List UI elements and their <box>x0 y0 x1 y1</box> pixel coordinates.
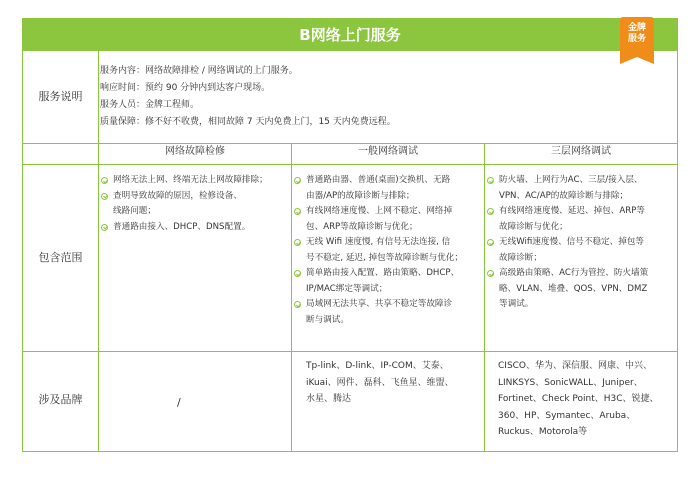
brand-line: 水星、腾达 <box>306 394 352 404</box>
scope-item-line: 由器/AP的故障诊断与排除； <box>306 190 415 201</box>
scope-column-repair <box>101 173 287 235</box>
service-table <box>22 18 678 452</box>
badge-line-2: 服务 <box>627 34 646 44</box>
column-header-repair: 网络故障检修 <box>165 146 225 157</box>
scope-column-general <box>294 173 482 328</box>
scope-item-line: 有线网络速度慢、上网不稳定、网络掉 <box>306 206 453 216</box>
service-line: 响应时间：预约 90 分钟内到达客户现场。 <box>100 83 271 93</box>
check-circle-icon <box>294 239 301 246</box>
brand-line: LINKSYS、SonicWALL、Juniper、 <box>498 377 643 388</box>
scope-item <box>101 189 287 220</box>
check-circle-icon <box>487 208 494 215</box>
table-title: B网络上门服务 <box>299 26 401 44</box>
scope-item-line: 普通路由接入、DHCP、DNS配置。 <box>113 221 251 232</box>
scope-item-line: 普通路由器、普通(桌面)交换机、无路 <box>306 175 451 185</box>
scope-item-line: 线路问题； <box>113 206 156 216</box>
brand-line: 360、HP、Symantec、Aruba、 <box>498 410 636 421</box>
scope-item-line: 无线Wifi速度慢、信号不稳定、掉包等 <box>499 237 645 247</box>
scope-item-line: 号不稳定, 延迟, 掉包等故障诊断与优化； <box>306 252 464 263</box>
column-header-general: 一般网络调试 <box>358 146 418 157</box>
scope-item-line: 略、VLAN、堆叠、QOS、VPN、DMZ <box>499 283 648 294</box>
scope-item-line: 简单路由接入配置、路由策略、DHCP、 <box>306 268 460 278</box>
scope-item <box>294 297 482 328</box>
divider-colheads <box>23 164 677 165</box>
service-description <box>100 63 396 131</box>
brand-line: Tp-link、D-link、IP-COM、艾泰、 <box>306 361 449 371</box>
scope-item <box>101 220 287 236</box>
check-circle-icon <box>487 177 494 184</box>
table-header <box>23 19 677 51</box>
check-circle-icon <box>294 270 301 277</box>
divider-label-column <box>98 51 99 451</box>
scope-item <box>294 266 482 297</box>
brands-general <box>306 358 454 408</box>
scope-item-line: 故障诊断； <box>499 252 542 263</box>
scope-item-line: 包、ARP等故障诊断与优化； <box>306 221 418 232</box>
check-circle-icon <box>294 301 301 308</box>
check-circle-icon <box>487 239 494 246</box>
check-circle-icon <box>101 193 108 200</box>
brand-line: CISCO、华为、深信服、网康、中兴、 <box>498 361 653 371</box>
scope-label: 包含范围 <box>38 251 83 264</box>
scope-item <box>487 204 675 235</box>
scope-column-layer3 <box>487 173 675 313</box>
scope-item-line: 故障诊断与优化； <box>499 221 568 232</box>
brand-line: Ruckus、Motorola等 <box>498 427 588 437</box>
scope-item <box>294 204 482 235</box>
brand-line: Fortinet、Check Point、H3C、锐捷、 <box>498 394 659 404</box>
service-line: 服务人员：金牌工程师。 <box>100 100 200 110</box>
divider-column-1 <box>291 143 292 451</box>
divider-column-2 <box>484 143 485 451</box>
scope-item-line: 等调试。 <box>499 299 534 309</box>
brands-repair: / <box>177 396 181 409</box>
scope-item <box>294 173 482 204</box>
scope-item-line: VPN、AC/AP的故障诊断与排除； <box>499 190 629 201</box>
gold-service-badge <box>620 17 654 57</box>
scope-item <box>487 235 675 266</box>
brands-layer3 <box>498 358 659 441</box>
scope-item-line: 局域网无法共享、共享不稳定等故障诊 <box>306 299 453 309</box>
service-line: 服务内容：网络故障排检 / 网络调试的上门服务。 <box>100 66 298 76</box>
scope-item-line: IP/MAC绑定等调试； <box>306 283 388 294</box>
service-line: 质量保障：修不好不收费，相同故障 7 天内免费上门，15 天内免费远程。 <box>100 117 396 127</box>
check-circle-icon <box>294 208 301 215</box>
divider-scope <box>23 351 677 352</box>
scope-item-line: 断与调试。 <box>306 314 349 325</box>
service-label: 服务说明 <box>38 90 83 103</box>
scope-item-line: 网络无法上网、终端无法上网故障排除； <box>113 175 268 185</box>
scope-item <box>294 235 482 266</box>
scope-item-line: 防火墙、上网行为AC、三层/接入层、 <box>499 175 643 185</box>
scope-item-line: 高级路由策略、AC行为管控、防火墙策 <box>499 268 649 278</box>
check-circle-icon <box>487 270 494 277</box>
badge-line-1: 金牌 <box>627 23 646 33</box>
scope-item-line: 查明导致故障的原因，检修设备、 <box>113 190 242 201</box>
check-circle-icon <box>294 177 301 184</box>
scope-item-line: 有线网络速度慢、延迟、掉包、ARP等 <box>499 206 645 216</box>
column-header-layer3: 三层网络调试 <box>551 146 611 157</box>
scope-item <box>101 173 287 189</box>
check-circle-icon <box>101 224 108 231</box>
scope-item <box>487 173 675 204</box>
scope-item <box>487 266 675 313</box>
brand-line: iKuai、网件、磊科、飞鱼星、维盟、 <box>306 377 454 388</box>
check-circle-icon <box>101 177 108 184</box>
scope-item-line: 无线 Wifi 速度慢, 有信号无法连接, 信 <box>306 237 451 247</box>
brands-label: 涉及品牌 <box>38 393 83 406</box>
